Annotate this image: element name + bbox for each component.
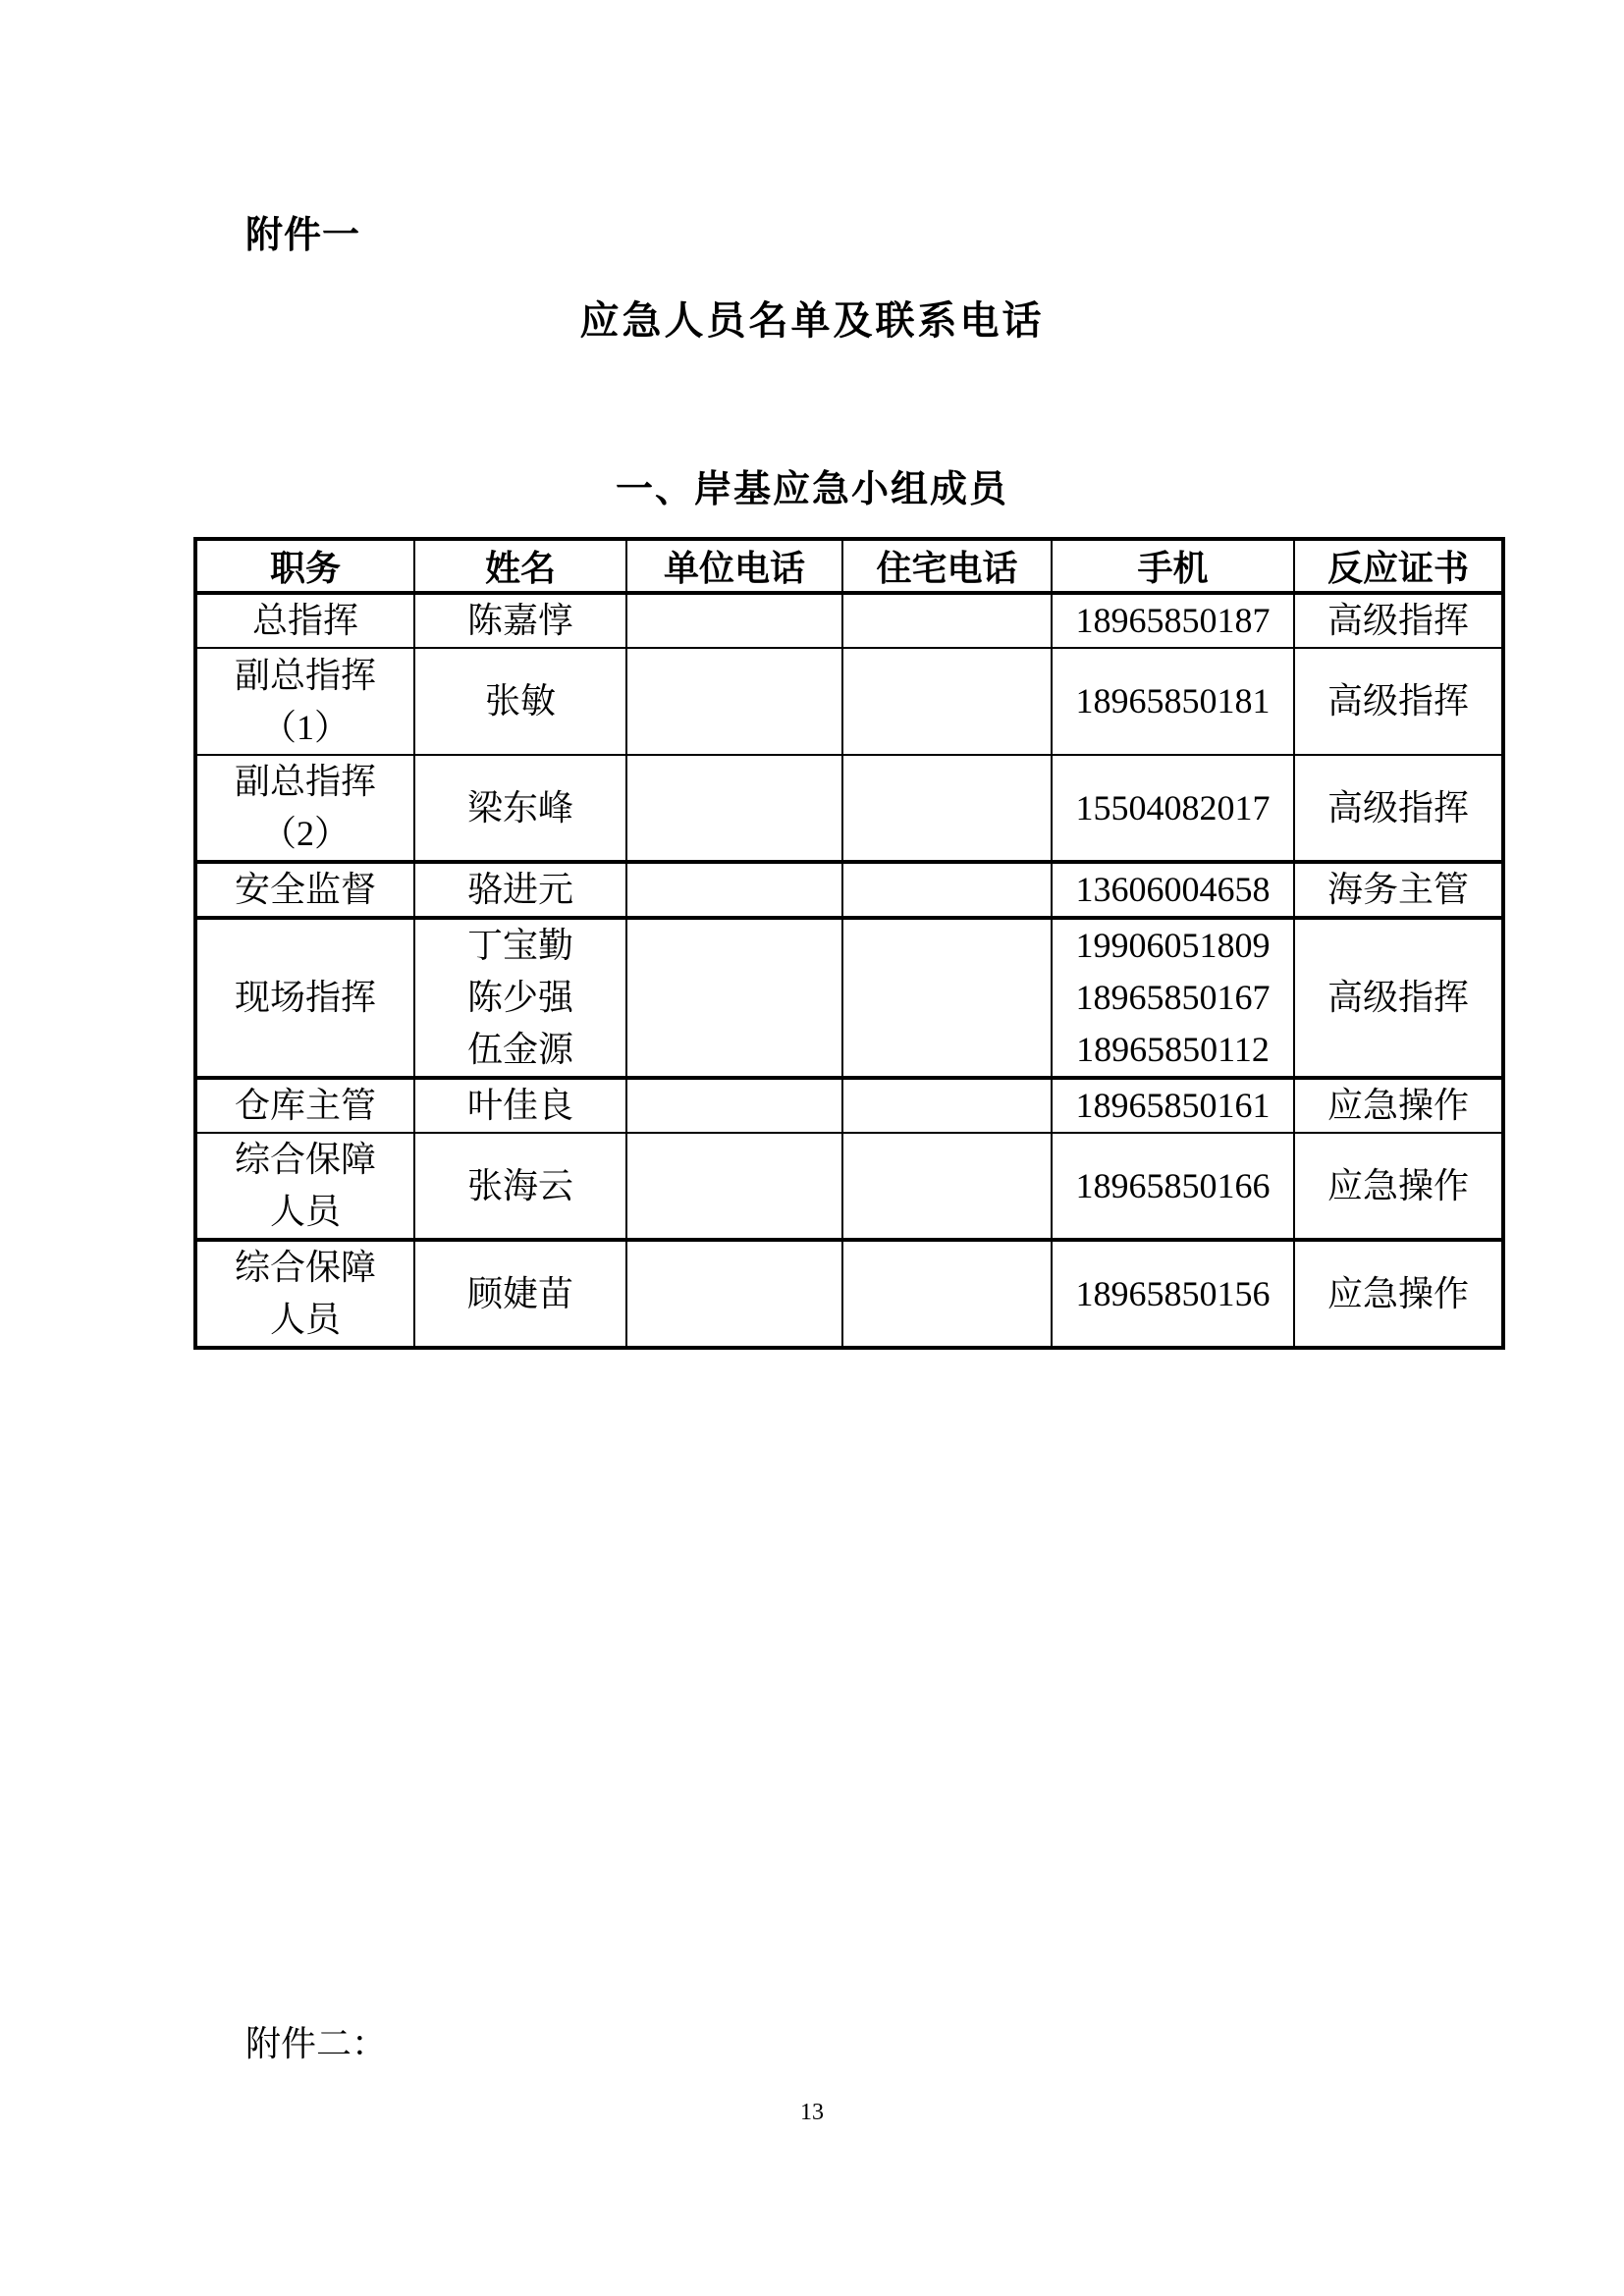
certificate-cell [1294,648,1503,755]
office-phone-cell [626,862,842,918]
table-row [195,918,1503,1078]
column-header-mobile: 手机 [1052,539,1294,593]
position-cell [195,1078,414,1133]
cell-line: 人员 [269,1300,341,1339]
name-cell [414,918,626,1078]
cell-line: 综合保障 [234,1140,376,1179]
certificate-cell [1294,1133,1503,1240]
cell-line: 18965850156 [1075,1273,1271,1313]
position-cell [195,862,414,918]
cell-line: 安全监督 [234,870,376,909]
cell-line: 13606004658 [1075,870,1271,909]
office-phone-cell [626,648,842,755]
attachment-one-label: 附件一 [245,215,361,256]
office-phone-cell [626,918,842,1078]
certificate-cell [1294,755,1503,862]
name-cell [414,755,626,862]
table-row [195,862,1503,918]
home-phone-cell [842,755,1052,862]
cell-line: 丁宝勤 [466,926,573,965]
table-row [195,593,1503,648]
office-phone-cell [626,755,842,862]
table-row [195,755,1503,862]
certificate-cell [1294,593,1503,648]
cell-line: 高级指挥 [1326,978,1469,1017]
cell-line: 高级指挥 [1326,681,1469,721]
cell-line: 18965850167 [1075,978,1271,1017]
cell-line: 18965850161 [1075,1086,1271,1125]
certificate-cell [1294,1240,1503,1348]
cell-line: 高级指挥 [1326,601,1469,640]
cell-line: 副总指挥 [234,762,376,801]
position-cell [195,755,414,862]
cell-line: 叶佳良 [466,1086,573,1125]
cell-line: 副总指挥 [234,655,376,695]
cell-line: 陈嘉惇 [466,601,573,640]
table-row [195,1240,1503,1348]
office-phone-cell [626,1078,842,1133]
cell-line: 19906051809 [1075,926,1271,965]
mobile-cell [1052,1240,1294,1348]
attachment-two-label: 附件二： [245,2024,388,2063]
cell-line: 18965850112 [1076,1030,1270,1069]
cell-line: 18965850181 [1075,681,1271,721]
emergency-contacts-table [193,537,1505,1350]
column-header-certificate: 反应证书 [1294,539,1503,593]
certificate-cell [1294,862,1503,918]
cell-line: 总指挥 [251,601,358,640]
name-cell [414,593,626,648]
name-cell [414,1240,626,1348]
office-phone-cell [626,1240,842,1348]
name-cell [414,1133,626,1240]
column-header-name: 姓名 [414,539,626,593]
cell-line: 18965850166 [1075,1165,1271,1205]
document-title: 应急人员名单及联系电话 [579,299,1045,343]
table-row [195,1133,1503,1240]
office-phone-cell [626,1133,842,1240]
cell-line: 人员 [269,1192,341,1231]
mobile-cell [1052,918,1294,1078]
position-cell [195,648,414,755]
column-header-home-phone: 住宅电话 [842,539,1052,593]
mobile-cell [1052,755,1294,862]
mobile-cell [1052,593,1294,648]
cell-line: 18965850187 [1075,601,1271,640]
cell-line: 骆进元 [466,870,573,909]
table-row [195,648,1503,755]
certificate-cell [1294,918,1503,1078]
name-cell [414,648,626,755]
cell-line: 顾婕苗 [466,1273,573,1313]
position-cell [195,918,414,1078]
home-phone-cell [842,918,1052,1078]
cell-line: 仓库主管 [234,1086,376,1125]
home-phone-cell [842,1078,1052,1133]
mobile-cell [1052,862,1294,918]
home-phone-cell [842,862,1052,918]
cell-line: 应急操作 [1326,1273,1469,1313]
home-phone-cell [842,1133,1052,1240]
cell-line: 伍金源 [466,1030,573,1069]
position-cell [195,1133,414,1240]
column-header-position: 职务 [195,539,414,593]
position-cell [195,593,414,648]
certificate-cell [1294,1078,1503,1133]
cell-line: 张敏 [484,681,556,721]
home-phone-cell [842,1240,1052,1348]
section-heading: 一、岸基应急小组成员 [615,469,1008,510]
cell-line: 梁东峰 [466,787,573,828]
cell-line: 海务主管 [1326,870,1469,909]
cell-line: 综合保障 [234,1248,376,1287]
home-phone-cell [842,648,1052,755]
table-row [195,1078,1503,1133]
cell-line: 张海云 [466,1165,573,1205]
cell-line: 现场指挥 [234,978,376,1017]
name-cell [414,1078,626,1133]
cell-line: 15504082017 [1075,787,1271,828]
mobile-cell [1052,1078,1294,1133]
mobile-cell [1052,1133,1294,1240]
cell-line: 应急操作 [1326,1086,1469,1125]
cell-line: 应急操作 [1326,1165,1469,1205]
cell-line: （1） [260,707,350,747]
page-number: 13 [800,2100,824,2125]
name-cell [414,862,626,918]
cell-line: （2） [260,814,350,853]
mobile-cell [1052,648,1294,755]
cell-line: 陈少强 [466,978,573,1017]
home-phone-cell [842,593,1052,648]
table-header-row [195,539,1503,593]
office-phone-cell [626,593,842,648]
position-cell [195,1240,414,1348]
cell-line: 高级指挥 [1326,787,1469,828]
column-header-office-phone: 单位电话 [626,539,842,593]
